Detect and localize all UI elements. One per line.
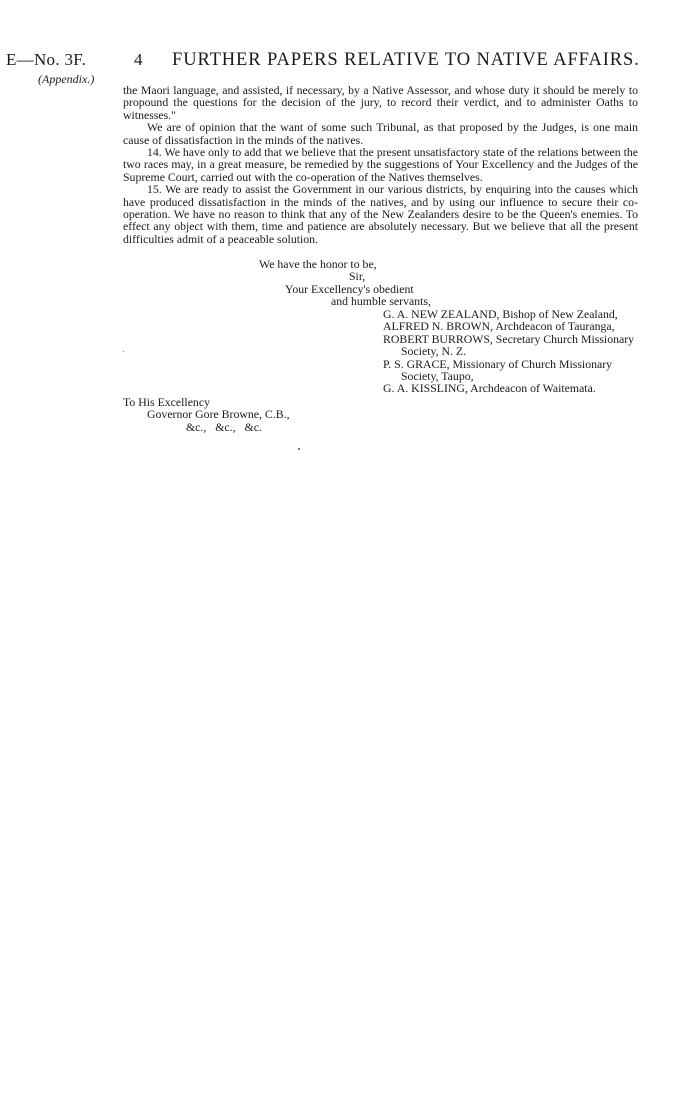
signatory: ROBERT BURROWS, Secretary Church Missionary Society, N. Z.	[383, 331, 635, 359]
page-title: FURTHER PAPERS RELATIVE TO NATIVE AFFAIRS.	[172, 50, 640, 70]
closing-servants: and humble servants,	[331, 294, 431, 308]
appendix-label: (Appendix.)	[38, 72, 95, 86]
addressee-etcetera: &c., &c., &c.	[186, 420, 262, 434]
paragraph-15: 15. We are ready to assist the Government in our various districts, by enquiring into the causes which have produced dissatisfaction in the minds of the natives, and by using our influence to secure their co-operation. We have no reason to think that any of the New Zealanders desire to be the Queen's enemies. To effect any object with them, time and patience are absolutely necessary. But we believe that all the present difficulties admit of a peaceable solution.	[123, 182, 638, 246]
signatory: ALFRED N. BROWN, Archdeacon of Tauranga,	[383, 319, 615, 334]
closing-salutation: Sir,	[349, 269, 366, 283]
letter-body	[123, 84, 638, 245]
print-speck	[298, 448, 300, 450]
closing-honor: We have the honor to be,	[259, 257, 377, 271]
addressee-governor: Governor Gore Browne, C.B.,	[147, 407, 290, 421]
page-number: 4	[134, 50, 143, 69]
signatory: G. A. KISSLING, Archdeacon of Waitemata.	[383, 381, 596, 396]
signatory-list	[383, 308, 643, 395]
paragraph-continuation: the Maori language, and assisted, if necessary, by a Native Assessor, and whose duty it should be merely to propound the questions for the decision of the jury, to record their verdict, and to administer Oaths to witnesses."	[123, 83, 638, 122]
signatory: G. A. NEW ZEALAND, Bishop of New Zealand,	[383, 307, 618, 321]
signatory: P. S. GRACE, Missionary of Church Missionary Society, Taupo,	[383, 356, 613, 384]
document-reference: E—No. 3F.	[6, 50, 87, 69]
print-speck	[123, 351, 124, 352]
paragraph-tribunal-opinion: We are of opinion that the want of some such Tribunal, as that proposed by the Judges, is one main cause of dissatisfaction in the minds of the natives.	[123, 120, 638, 147]
paragraph-14: 14. We have only to add that we believe that the present unsatisfactory state of the relations between the two races may, in a great measure, be remedied by the suggestions of Your Excellency and the Judges of the Supreme Court, carried out with the co-operation of the Natives themselves.	[123, 145, 638, 184]
closing-obedient: Your Excellency's obedient	[285, 282, 414, 296]
addressee-line: To His Excellency	[123, 395, 210, 409]
